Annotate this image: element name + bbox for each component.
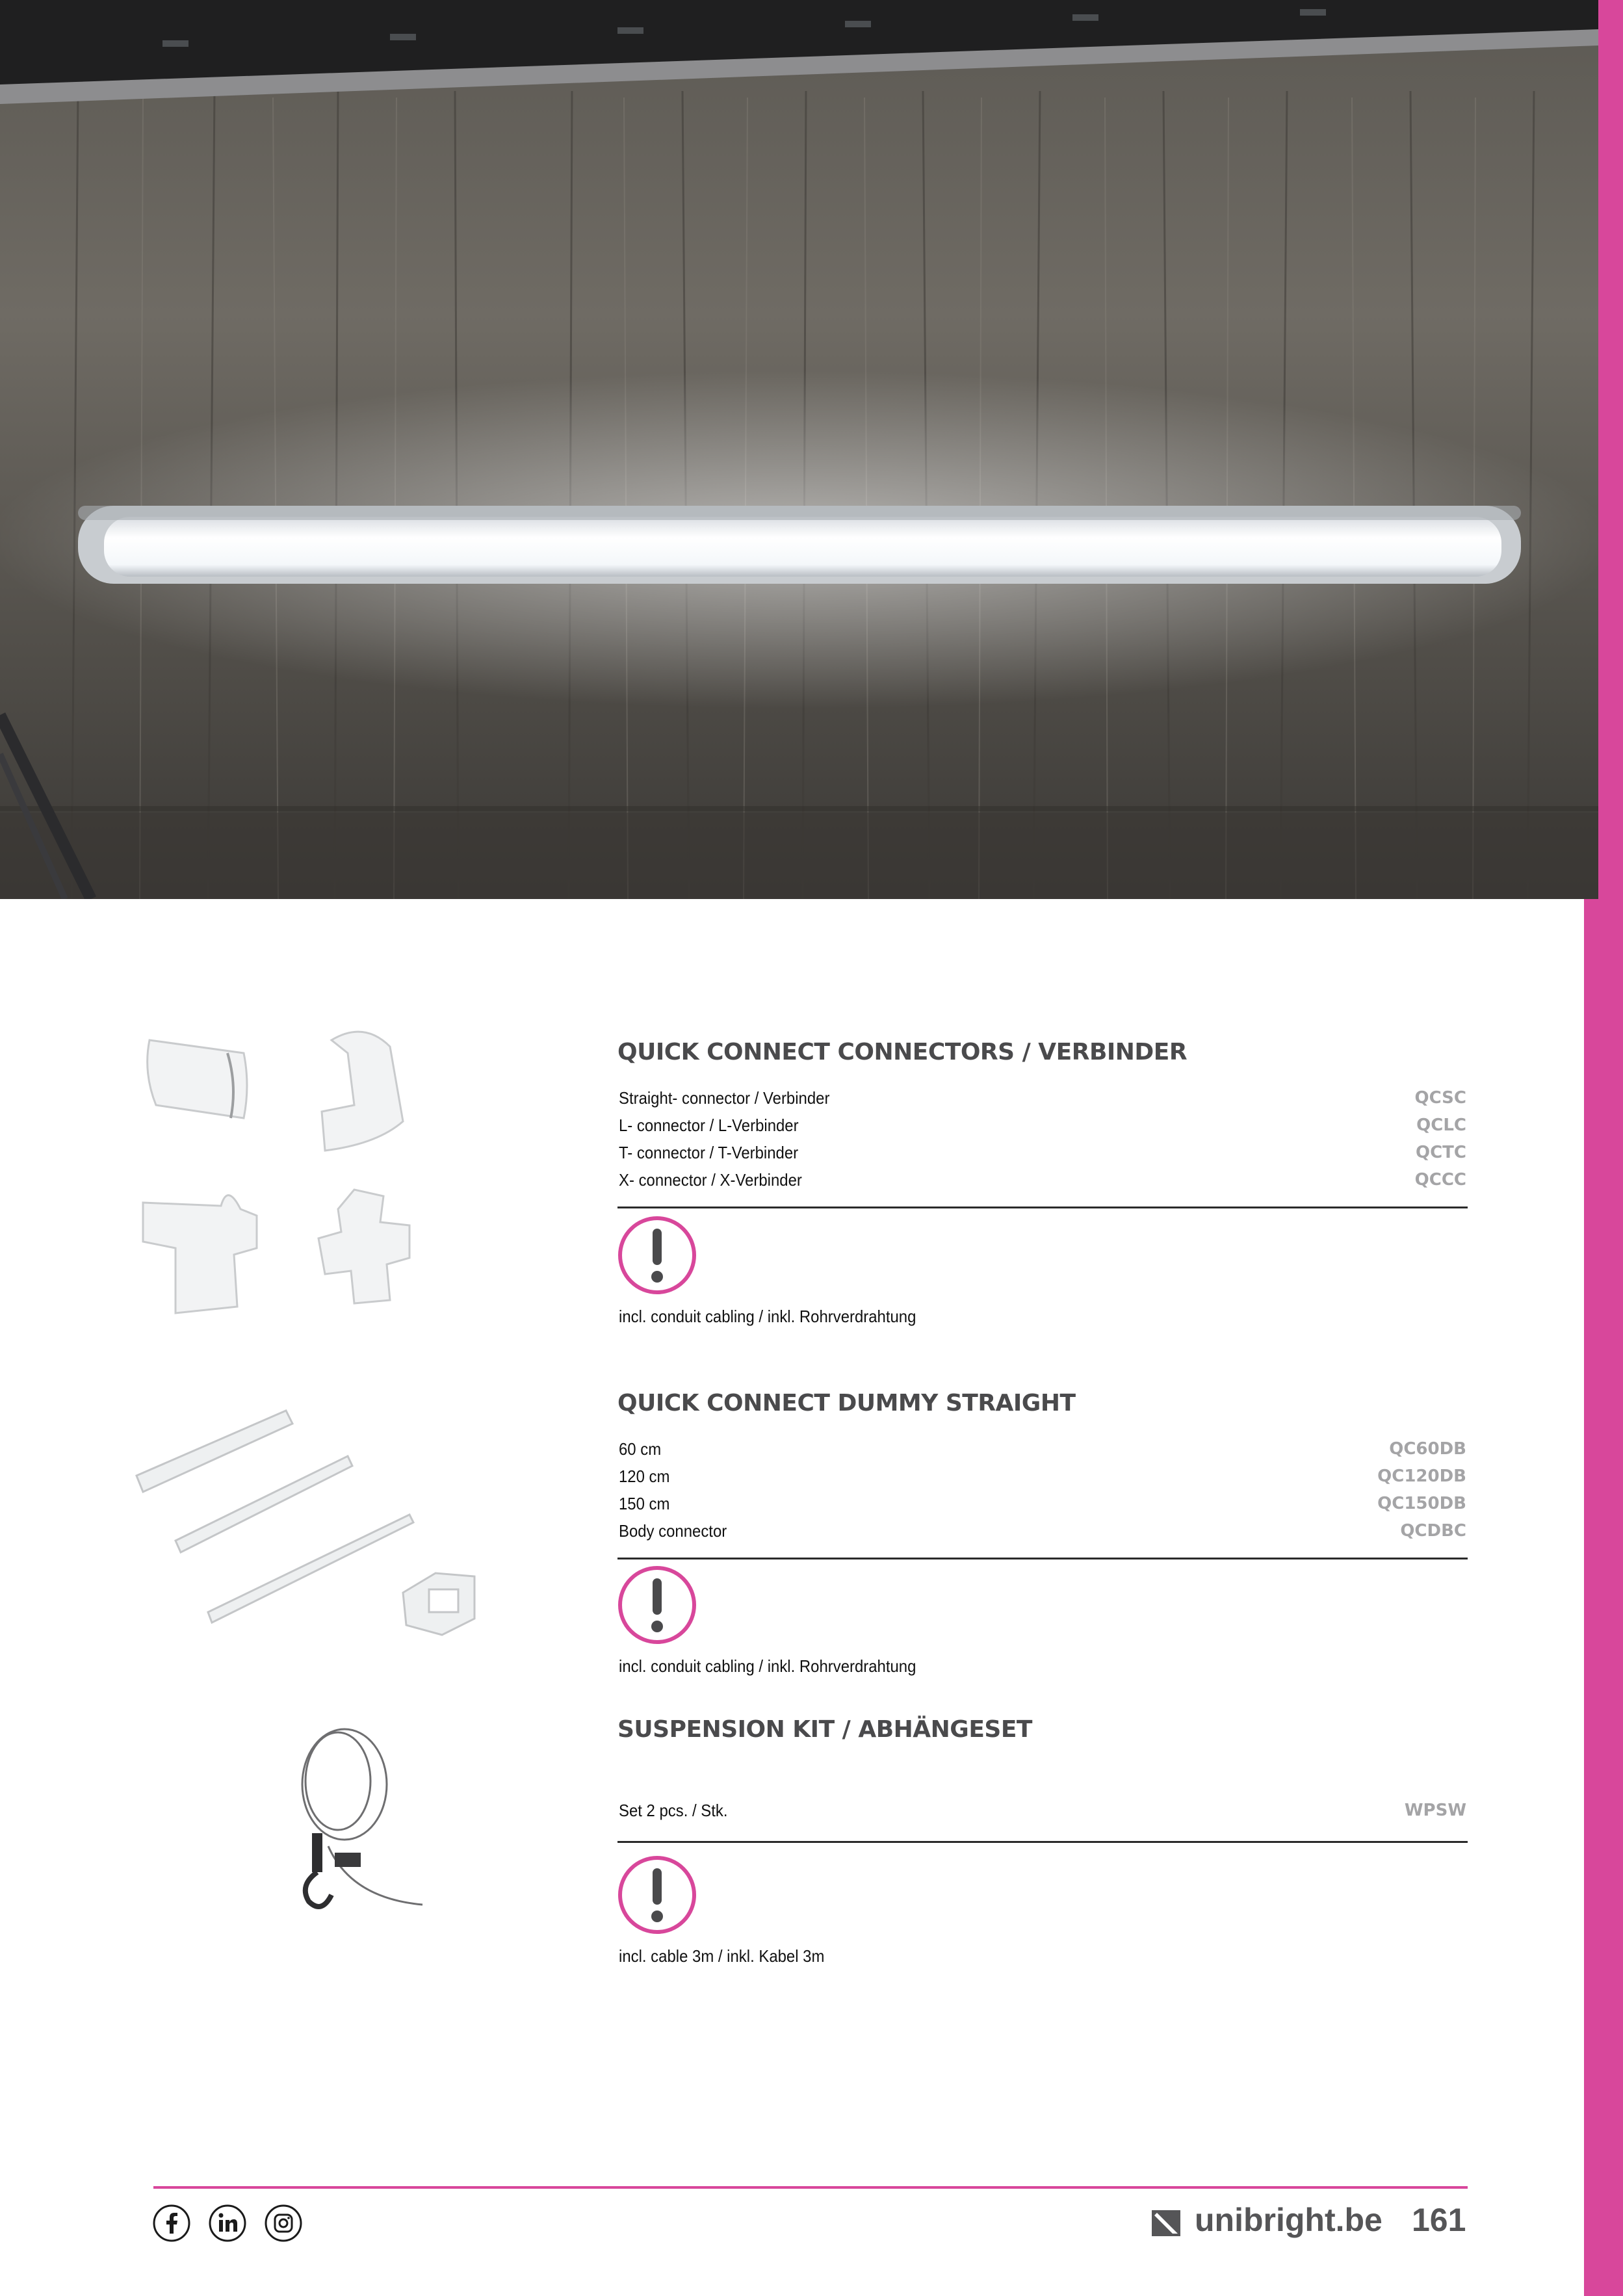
instagram-icon[interactable] [264, 2204, 303, 2243]
section-dummy-straight [617, 1390, 1468, 1676]
row-label: X- connector / X-Verbinder [619, 1170, 802, 1190]
product-code-list [617, 1437, 1468, 1546]
row-code: QCSC [1414, 1088, 1466, 1108]
divider [617, 1558, 1468, 1559]
facebook-icon[interactable] [152, 2204, 191, 2243]
brand-name[interactable]: unibright.be [1195, 2202, 1383, 2238]
section-title: QUICK CONNECT CONNECTORS / VERBINDER [617, 1039, 1188, 1065]
row-label: 150 cm [619, 1494, 670, 1513]
note-text: incl. conduit cabling / inkl. Rohrverdrahtung [619, 1307, 916, 1326]
row-label: 120 cm [619, 1467, 670, 1486]
product-row [617, 1086, 1468, 1113]
note-text: incl. conduit cabling / inkl. Rohrverdrahtung [619, 1656, 916, 1676]
product-row [617, 1140, 1468, 1168]
product-row [617, 1168, 1468, 1195]
row-label: Set 2 pcs. / Stk. [619, 1801, 728, 1820]
unibright-logo-icon [1150, 2197, 1183, 2249]
hero-photo [0, 0, 1598, 899]
suspension-kit-product-image [273, 1723, 435, 1918]
row-code: QC60DB [1389, 1439, 1466, 1459]
row-label: T- connector / T-Verbinder [619, 1143, 799, 1162]
row-code: QCCC [1414, 1170, 1466, 1190]
footer-divider [153, 2186, 1468, 2189]
section-title: QUICK CONNECT DUMMY STRAIGHT [617, 1390, 1076, 1416]
product-row [617, 1437, 1468, 1464]
row-code: QCLC [1416, 1115, 1466, 1135]
row-label: Body connector [619, 1521, 727, 1541]
linkedin-icon[interactable] [208, 2204, 247, 2243]
exclamation-icon [617, 1855, 697, 1935]
row-code: QCTC [1416, 1143, 1466, 1162]
section-suspension-kit [617, 1716, 1468, 1966]
divider [617, 1207, 1468, 1208]
exclamation-icon [617, 1216, 697, 1295]
led-fixture-on-concrete-ceiling-image [0, 0, 1598, 899]
row-code: WPSW [1404, 1801, 1466, 1820]
row-label: 60 cm [619, 1439, 662, 1459]
section-connectors [617, 1039, 1468, 1326]
product-row [617, 1519, 1468, 1546]
connectors-product-image [130, 1014, 468, 1333]
product-row [617, 1464, 1468, 1491]
dummy-straight-product-image [130, 1404, 546, 1677]
row-label: Straight- connector / Verbinder [619, 1088, 830, 1108]
product-row [617, 1798, 1468, 1825]
exclamation-icon [617, 1565, 697, 1645]
note-text: incl. cable 3m / inkl. Kabel 3m [619, 1946, 825, 1966]
product-row [617, 1113, 1468, 1140]
row-label: L- connector / L-Verbinder [619, 1115, 799, 1135]
product-code-list [617, 1798, 1468, 1825]
page-number: 161 [1412, 2202, 1466, 2238]
accent-side-strip-lower [1584, 899, 1623, 2296]
product-row [617, 1491, 1468, 1519]
row-code: QC120DB [1377, 1467, 1466, 1486]
row-code: QC150DB [1377, 1494, 1466, 1513]
accent-side-strip [1598, 0, 1623, 899]
divider [617, 1841, 1468, 1843]
section-title: SUSPENSION KIT / ABHÄNGESET [617, 1716, 1032, 1743]
product-code-list [617, 1086, 1468, 1195]
row-code: QCDBC [1400, 1521, 1466, 1541]
